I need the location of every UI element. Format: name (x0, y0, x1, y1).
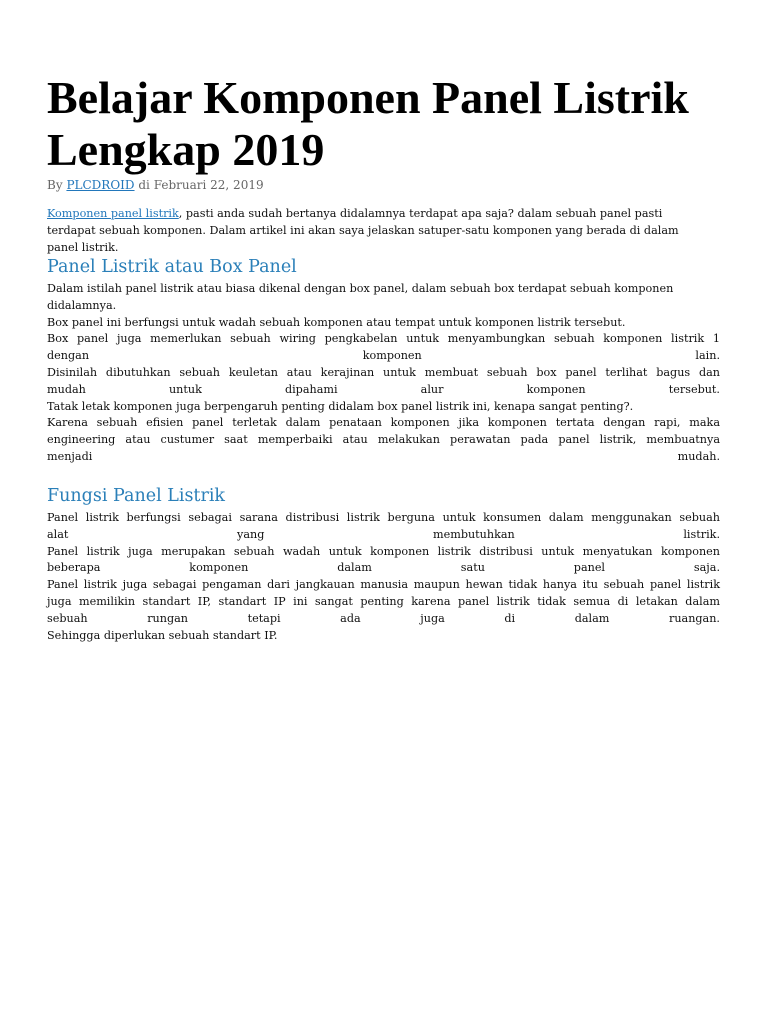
paragraph-line: Box panel ini berfungsi untuk wadah sebuah komponen atau tempat untuk komponen listrik tersebut. (47, 315, 626, 329)
paragraph-line: menjadi mudah. (47, 449, 720, 463)
byline (47, 177, 264, 193)
paragraph-line: Disinilah dibutuhkan sebuah keuletan atau kerajinan untuk membuat sebuah box panel terlihat bagus dan (47, 365, 720, 379)
paragraph-line: Panel listrik juga sebagai pengaman dari jangkauan manusia maupun hewan tidak hanya itu sebuah panel listrik (47, 578, 720, 592)
intro-line: panel listrik. (47, 240, 119, 254)
paragraph-line: Sehingga diperlukan sebuah standart IP. (47, 628, 278, 642)
paragraph-line: alat yang membutuhkan listrik. (47, 527, 720, 541)
paragraph-line: beberapa komponen dalam satu panel saja. (47, 561, 720, 575)
byline-by: By (47, 178, 63, 192)
section-fungsi-body (47, 510, 720, 644)
section-heading-fungsi: Fungsi Panel Listrik (47, 486, 226, 506)
author-link[interactable]: PLCDROID (66, 178, 135, 192)
intro-paragraph (47, 206, 720, 256)
paragraph-line: Tatak letak komponen juga berpengaruh penting didalam box panel listrik ini, kenapa sangat penting?. (47, 399, 634, 413)
intro-link[interactable]: Komponen panel listrik (47, 207, 179, 220)
paragraph-line: juga memilikin standart IP, standart IP ini sangat penting karena panel listrik tidak semua di letakan dalam (47, 594, 720, 608)
article-title: Belajar Komponen Panel Listrik Lengkap 2019 (47, 72, 689, 175)
paragraph-line: Panel listrik juga merupakan sebuah wadah untuk komponen listrik distribusi untuk menyatukan komponen (47, 544, 720, 558)
intro-line (47, 206, 720, 223)
section-heading-box-panel: Panel Listrik atau Box Panel (47, 257, 297, 277)
paragraph-line: didalamnya. (47, 298, 117, 312)
paragraph-line: Box panel juga memerlukan sebuah wiring pengkabelan untuk menyambungkan sebuah komponen listrik 1 (47, 332, 720, 346)
paragraph-line: Karena sebuah efisien panel terletak dalam penataan komponen jika komponen tertata dengan rapi, maka (47, 416, 720, 430)
intro-line: terdapat sebuah komponen. Dalam artikel ini akan saya jelaskan satuper-satu komponen yang berada di dalam (47, 223, 679, 237)
paragraph-line: dengan komponen lain. (47, 349, 720, 363)
byline-date: di Februari 22, 2019 (138, 178, 264, 192)
paragraph-line: sebuah rungan tetapi ada juga di dalam ruangan. (47, 611, 720, 625)
paragraph-line: engineering atau custumer saat memperbaiki atau melakukan perawatan pada panel listrik, membuatnya (47, 433, 720, 447)
intro-line-text: , pasti anda sudah bertanya didalamnya terdapat apa saja? dalam sebuah panel pasti (178, 207, 663, 220)
paragraph-line: Dalam istilah panel listrik atau biasa dikenal dengan box panel, dalam sebuah box terdapat sebuah komponen (47, 282, 674, 295)
paragraph-line: Panel listrik berfungsi sebagai sarana distribusi listrik berguna untuk konsumen dalam menggunakan sebuah (47, 511, 720, 524)
paragraph-line: mudah untuk dipahami alur komponen tersebut. (47, 382, 720, 396)
section-box-panel-body (47, 281, 720, 466)
